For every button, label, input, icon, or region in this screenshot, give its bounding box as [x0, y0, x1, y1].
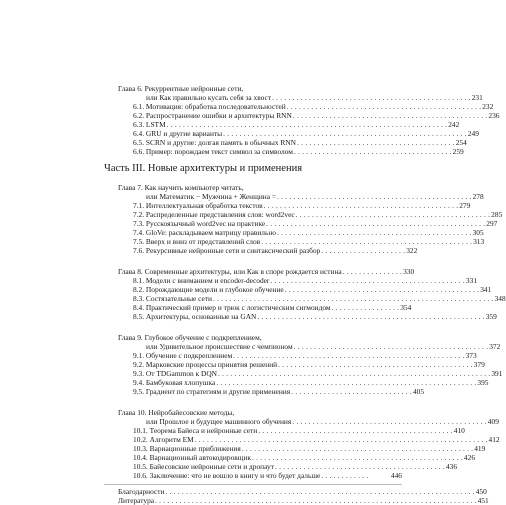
- leader-dots: . . . . . . . . . . . . . . . . . . . . . . . . . . . . . . . . . . . . . . .: [293, 147, 452, 156]
- page-number: 249: [467, 129, 479, 138]
- toc-section-10-4[interactable]: [133, 453, 476, 462]
- toc-entry-label: или Прошлое и будущее машинного обучения: [146, 417, 292, 426]
- toc-entry-label: Глава 9. Глубокое обучение с подкреплением,: [118, 333, 262, 342]
- chapter-9-title-line1[interactable]: [118, 333, 402, 342]
- toc-entry-label: Благодарности: [118, 487, 165, 496]
- chapter-7-title-line1[interactable]: [118, 183, 402, 192]
- chapter-8-title[interactable]: [118, 267, 415, 276]
- part-3-heading: Часть III. Новые архитектуры и применения: [104, 163, 303, 174]
- toc-entry-label: 10.2. Алгоритм EM: [133, 435, 194, 444]
- toc-section-9-3[interactable]: [133, 369, 503, 378]
- leader-dots: . . . . . . . . . . . . . . . . . . . . . . . . . . . . . . . . . . . . . . . . . . . . . . . . .: [272, 93, 471, 102]
- toc-entry-label: 6.1. Мотивация: обработка последовательностей: [133, 102, 286, 111]
- toc-entry-label: или Как правильно кусать себя за хвост: [146, 93, 272, 102]
- toc-entry-label: Глава 6. Рекуррентные нейронные сети,: [118, 84, 244, 93]
- chapter-6-title-line1[interactable]: [118, 84, 402, 93]
- toc-section-6-6[interactable]: [133, 147, 464, 156]
- leader-dots: . . . . . . . . . . . . . . . . . . . . .: [321, 246, 406, 255]
- page-number: 409: [487, 417, 499, 426]
- leader-dots: . . . . . . . . . . . . . . . . . . . . . . . . . . . . . . . . . . . . . . . . . . . . . . . .: [292, 417, 487, 426]
- toc-entry-label: 10.1. Теорема Байеса и нейронные сети: [133, 426, 258, 435]
- toc-entry-label: 10.4. Вариационный автокодировщик: [133, 453, 251, 462]
- page-number: 412: [488, 435, 500, 444]
- toc-entry-label: 7.4. GloVe: раскладываем матрицу правильно: [133, 228, 277, 237]
- page-number: 354: [400, 303, 412, 312]
- toc-entry-label: 7.2. Распределенные представления слов: word2vec: [133, 210, 295, 219]
- chapter-10-title-line1[interactable]: [118, 408, 402, 417]
- toc-entry-label: Литература: [118, 496, 155, 505]
- toc-entry-label: 6.4. GRU и другие варианты: [133, 129, 223, 138]
- toc-section-6-1[interactable]: [133, 102, 494, 111]
- toc-entry-label: 9.1. Обучение с подкреплением: [133, 351, 233, 360]
- toc-entry-label: 6.3. LSTM: [133, 120, 166, 129]
- leader-dots: . . . . . . . . . . . . . . . . . . . . . . . . . . . . . . . . . . . . . . . . . . . . . . . . . . . . . . . . . . . . . . . . . . .: [218, 369, 491, 378]
- page-number: 285: [491, 210, 503, 219]
- toc-entry-label: 8.5. Архитектуры, основанные на GAN: [133, 312, 257, 321]
- page-number: 450: [475, 487, 487, 496]
- leader-dots: . . . . . . . . . . . . . . . . .: [331, 303, 400, 312]
- toc-section-8-3[interactable]: [133, 294, 506, 303]
- toc-entry-label: 7.1. Интеллектуальная обработка текстов: [133, 201, 263, 210]
- page-number: 359: [485, 312, 497, 321]
- toc-section-7-4[interactable]: [133, 228, 484, 237]
- page-number: 278: [472, 192, 484, 201]
- page-number: 297: [486, 219, 498, 228]
- page-number: 436: [445, 462, 458, 471]
- leader-dots: . . . . . . . . . . . . . . . . . . . . . . . . . . . . . . . . . . . . . . . . . . . . . . . .: [295, 210, 491, 219]
- toc-entry-label: Глава 8. Современные архитектуры, или Как в споре рождается истина: [118, 267, 342, 276]
- leader-dots: . . . . . . . . . . . . . . . . . . . . . . . . . . . . . . . . . . . . . . . . . . . . . . . . . . . . . . . . .: [241, 444, 474, 453]
- leader-dots: . . . . . . . . . . . . . . . . . . . . . . . . . . . . . . . . . . . . . . . . . . . . . . . . . . . .: [252, 453, 463, 462]
- leader-dots: . . . . . . . . . . . . . . . . . . . . . . . . . . . . . . . . . . . . . . . . . . . . . . . . . . . . . . . . .: [233, 351, 465, 360]
- chapter-10-title-line2[interactable]: [146, 417, 499, 426]
- toc-entry-label: Глава 7. Как научить компьютер читать,: [118, 183, 244, 192]
- toc-section-7-6[interactable]: [133, 246, 418, 255]
- leader-dots: . . . . . . . . . . . . . . . . . . . . . . . . . . . . . . . . . . . . . . . . . . . . . . . .: [292, 111, 488, 120]
- leader-dots: . . . . . . . . . . . . . . . . . . . . . . . . . . . . . . . . . . . . . . . . . . . . . . . . . . . . . . . . . . . . . . . . . . . . . . . . . . . .: [165, 487, 475, 496]
- toc-entry-label: 7.6. Рекурсивные нейронные сети и синтаксический разбор: [133, 246, 321, 255]
- divider: [104, 484, 402, 485]
- page-number: 419: [474, 444, 486, 453]
- leader-dots: . . . . . . . . . . . . . . . . . . . . . . . . . . . . . . . . . . . . . . . . . .: [274, 462, 445, 471]
- leader-dots: . . . . . . . . . . . . . . . . . . . . . . . . . . . . . . . . . . . . . . . . . . . . . . . .: [270, 276, 465, 285]
- chapter-7-title-line2[interactable]: [146, 192, 484, 201]
- page-number: 232: [482, 102, 494, 111]
- chapter-9-title-line2[interactable]: [146, 342, 501, 351]
- leader-dots: . . . . . . . . . . . . . . . . . . . . . . . . . . . . . . . . . . . . . . . . . . . . . . . . . . . . . . . . . . . . . . . .: [216, 378, 477, 387]
- toc-entry-label: 8.1. Модели с вниманием и encoder-decoder: [133, 276, 270, 285]
- page-number: 395: [477, 378, 489, 387]
- toc-acknowledgements[interactable]: [118, 487, 487, 496]
- page-number: 331: [465, 276, 478, 285]
- leader-dots: . . . . . . . . . . . . . . . . . . . . . . . . . . . . . . . . . . . . . . . . . . . . . . . . . . . . . . . . . . . . . . . . . . . . . . . .: [194, 435, 488, 444]
- toc-entry-label: 10.3. Вариационные приближения: [133, 444, 241, 453]
- toc-section-9-5[interactable]: [133, 387, 425, 396]
- toc-entry-label: 8.3. Состязательные сети: [133, 294, 213, 303]
- page-number: 372: [489, 342, 501, 351]
- page-number: 330: [403, 267, 415, 276]
- toc-section-10-3[interactable]: [133, 444, 486, 453]
- toc-section-9-2[interactable]: [133, 360, 485, 369]
- page-number: 242: [448, 120, 460, 129]
- toc-entry-label: Глава 10. Нейробайесовские методы,: [118, 408, 235, 417]
- page-number: 426: [463, 453, 476, 462]
- toc-entry-label: 10.6. Заключение: что не вошло в книгу и что будет дальше: [133, 471, 321, 480]
- toc-section-8-4[interactable]: [133, 303, 412, 312]
- toc-section-7-2[interactable]: [133, 210, 503, 219]
- toc-entry-label: 8.2. Порождающие модели и глубокое обучение: [133, 285, 284, 294]
- page-number: 322: [406, 246, 418, 255]
- leader-dots: . . . . . . . . . . . .: [321, 471, 369, 480]
- leader-dots: . . . . . . . . . . . . . . . . . . . . . . . . . . . . . . . . . . . . . . . . . . . . . . . .: [286, 102, 482, 111]
- toc-section-6-3[interactable]: [133, 120, 460, 129]
- leader-dots: . . . . . . . . . . . . . . . . . . . . . . . . . . . . . . . . . . . . . . . . . . . . . . . . . . . . . . . . . . . . . . . . . . . . . . . . . . . . . . .: [155, 496, 477, 505]
- toc-section-10-1[interactable]: [133, 426, 465, 435]
- toc-entry-label: 10.5. Байесовские нейронные сети и дропаут: [133, 462, 274, 471]
- page-number: 254: [455, 138, 467, 147]
- page-number: 305: [472, 228, 484, 237]
- leader-dots: . . . . . . . . . . . . . . . . . . . . . . . . . . . . . . . . . . . . . . . . . . . . . . . .: [263, 201, 459, 210]
- leader-dots: . . . . . . . . . . . . . . . . . . . . . . . . . . . . . . . . . . . . . . . . . . . . . . . .: [277, 192, 472, 201]
- page-number: 259: [452, 147, 464, 156]
- page-number: 341: [480, 285, 492, 294]
- page-number: 313: [473, 237, 485, 246]
- toc-section-10-5[interactable]: [133, 462, 458, 471]
- toc-entry-label: 9.2. Марковские процессы принятия решений: [133, 360, 278, 369]
- toc-entry-label: 7.3. Русскоязычный word2vec на практике: [133, 219, 266, 228]
- leader-dots: . . . . . . . . . . . . . . . . . . . . . . . . . . . . . . . . . . . . . . . . . . . . . . . . . . . . . . . . . . . . . . . . . . . . .: [166, 120, 448, 129]
- leader-dots: . . . . . . . . . . . . . . . . . . . . . . . . . . . . . . . . . . . . . . . . . . . . . . . . . . . . . . . . . . . .: [223, 129, 467, 138]
- toc-entry-label: 7.5. Вверх и вниз от представлений слов: [133, 237, 261, 246]
- toc-entry-label: или Математик − Мужчина + Женщина =: [146, 192, 277, 201]
- page-number: 373: [465, 351, 477, 360]
- toc-entry-label: или Удивительное происшествие с чемпионом: [146, 342, 293, 351]
- page-number: 405: [412, 387, 425, 396]
- leader-dots: . . . . . . . . . . . . . . . . . . . . . . . . . . . . . . . . . . . . . . . . . . . . . . . .: [258, 426, 453, 435]
- leader-dots: . . . . . . . . . . . . . . . . . . . . . . . . . . . . . . . . . . . . . . . . . . . . . . . .: [284, 285, 480, 294]
- toc-section-6-2[interactable]: [133, 111, 500, 120]
- toc-section-8-1[interactable]: [133, 276, 478, 285]
- chapter-6-title-line2[interactable]: [146, 93, 483, 102]
- page-number: 236: [488, 111, 500, 120]
- page-number: 379: [473, 360, 485, 369]
- leader-dots: . . . . . . . . . . . . . . . . . . . . . . . . . . . . . . . . . . . . . . . . . . . . . . . .: [278, 360, 473, 369]
- leader-dots: . . . . . . . . . . . . . . . . . . . . . . . . . . . . . .: [291, 387, 412, 396]
- leader-dots: . . . . . . . . . . . . . . .: [342, 267, 403, 276]
- page-number: 279: [459, 201, 471, 210]
- toc-section-10-6[interactable]: [133, 471, 402, 480]
- page-number: 231: [471, 93, 483, 102]
- toc-section-7-1[interactable]: [133, 201, 471, 210]
- page-number: 391: [491, 369, 503, 378]
- toc-entry-label: 9.3. От TDGammon к DQN: [133, 369, 218, 378]
- toc-entry-label: 6.6. Пример: порождаем текст символ за символом: [133, 147, 293, 156]
- toc-entry-label: 6.5. SCRN и другие: долгая память в обычных RNN: [133, 138, 297, 147]
- leader-dots: . . . . . . . . . . . . . . . . . . . . . . . . . . . . . . . . . . . . . . . . . . . . . . . . . . . . . .: [266, 219, 486, 228]
- leader-dots: . . . . . . . . . . . . . . . . . . . . . . . . . . . . . . . . . . . . . . . . . . . . . . . . . . . . . . . . . . . . . . . . . . . . .: [213, 294, 494, 303]
- page-number: 451: [477, 496, 489, 505]
- toc-entry-label: 9.4. Бамбуковая хлопушка: [133, 378, 216, 387]
- page-number: 348: [494, 294, 506, 303]
- toc-section-10-2[interactable]: [133, 435, 500, 444]
- toc-section-9-1[interactable]: [133, 351, 477, 360]
- toc-references[interactable]: [118, 496, 489, 505]
- page-number: 410: [453, 426, 465, 435]
- toc-section-9-4[interactable]: [133, 378, 489, 387]
- toc-entry-label: 6.2. Распространение ошибки и архитектуры RNN: [133, 111, 292, 120]
- toc-section-6-5[interactable]: [133, 138, 467, 147]
- toc-section-7-3[interactable]: [133, 219, 498, 228]
- toc-section-6-4[interactable]: [133, 129, 479, 138]
- leader-dots: . . . . . . . . . . . . . . . . . . . . . . . . . . . . . . . . . . . . . . . . . . . . . . . .: [293, 342, 489, 351]
- toc-section-8-5[interactable]: [133, 312, 497, 321]
- toc-entry-label: 8.4. Практический пример и трюк с логистическим сигмоидом: [133, 303, 331, 312]
- toc-entry-label: 9.5. Градиент по стратегиям и другие применения: [133, 387, 291, 396]
- leader-dots: . . . . . . . . . . . . . . . . . . . . . . . . . . . . . . . . . . . . . . . . . . . . . . . .: [277, 228, 472, 237]
- leader-dots: . . . . . . . . . . . . . . . . . . . . . . . . . . . . . . . . . . . . . . .: [297, 138, 455, 147]
- toc-section-7-5[interactable]: [133, 237, 485, 246]
- leader-dots: . . . . . . . . . . . . . . . . . . . . . . . . . . . . . . . . . . . . . . . . . . . . . . . . . . . . . . . .: [257, 312, 485, 321]
- leader-dots: . . . . . . . . . . . . . . . . . . . . . . . . . . . . . . . . . . . . . . . . . . . . . . . . . . . .: [261, 237, 473, 246]
- page-number: 446: [390, 471, 402, 480]
- toc-section-8-2[interactable]: [133, 285, 492, 294]
